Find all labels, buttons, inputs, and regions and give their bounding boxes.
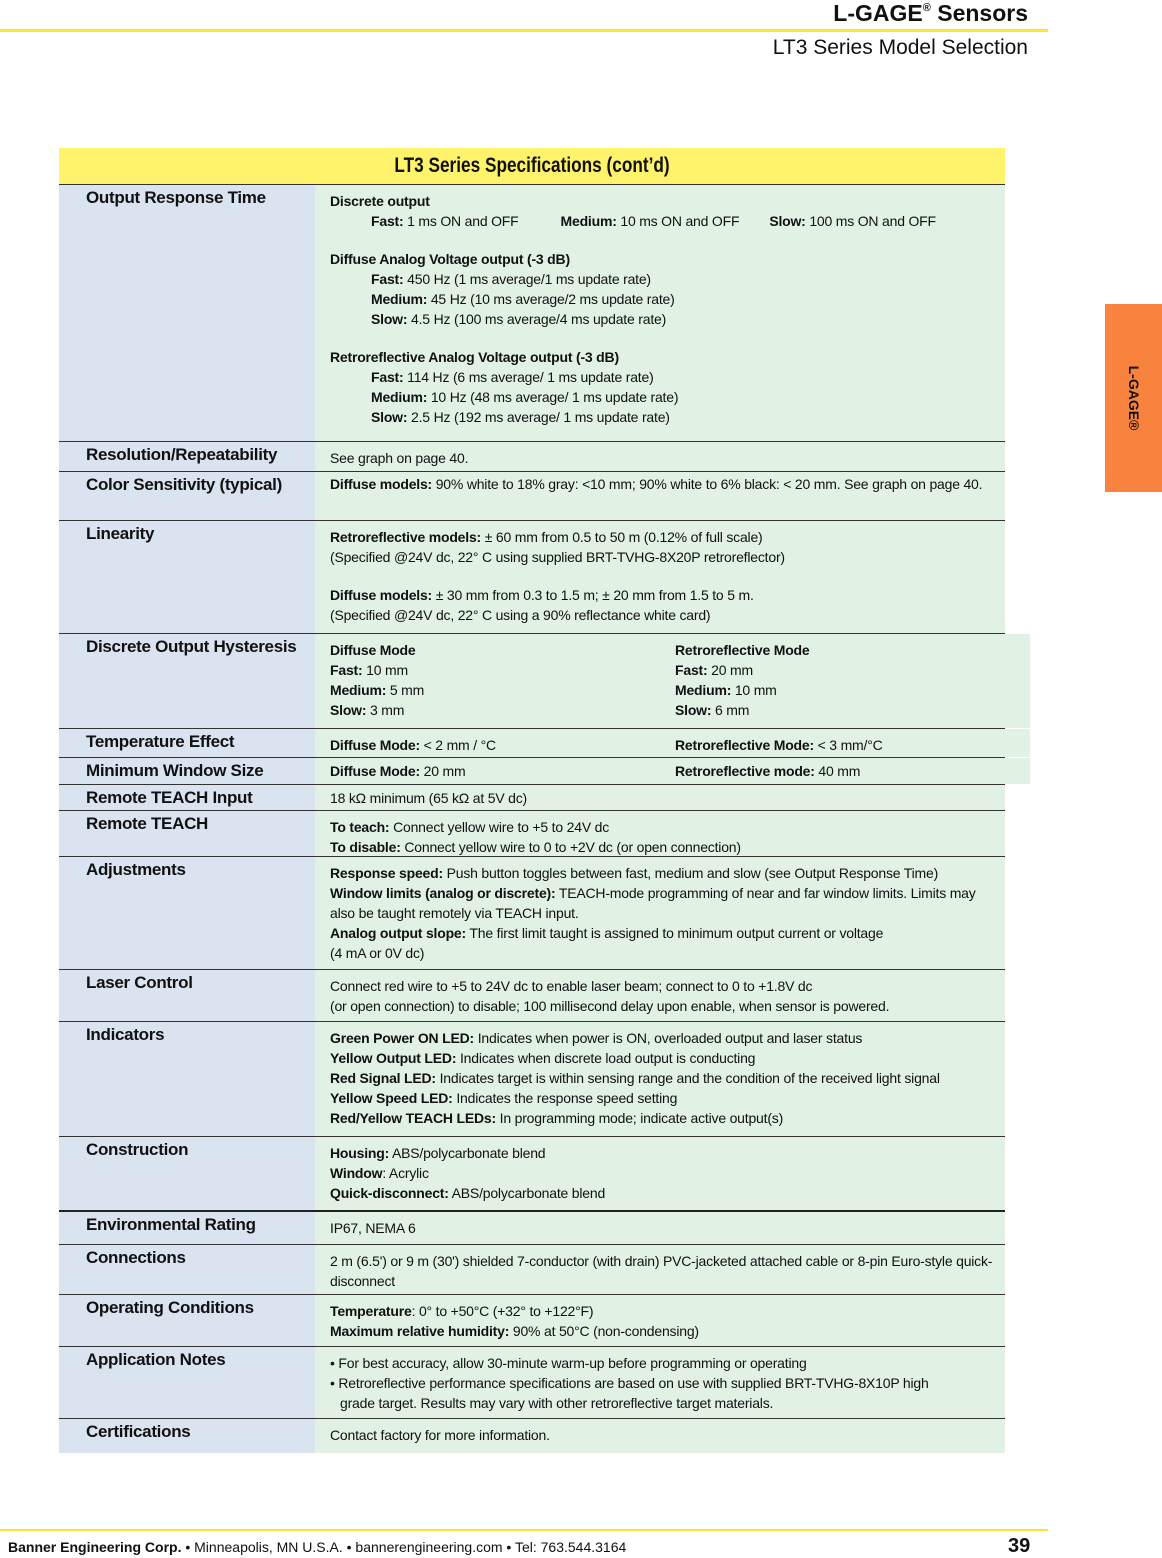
value-key: Slow: bbox=[371, 311, 408, 327]
value-key: Maximum relative humidity: bbox=[330, 1323, 510, 1339]
header-subtitle: LT3 Series Model Selection bbox=[772, 36, 1028, 59]
row-value bbox=[315, 472, 1005, 520]
value-key: Window limits (analog or discrete): bbox=[330, 885, 556, 901]
value-text: ABS/polycarbonate blend bbox=[448, 1185, 606, 1201]
value-text: < 2 mm / °C bbox=[419, 737, 496, 753]
value-key: To teach: bbox=[330, 819, 390, 835]
value-key: Red/Yellow TEACH LEDs: bbox=[330, 1110, 496, 1126]
spec-table-title: LT3 Series Specifications (cont’d) bbox=[144, 148, 920, 184]
value-text: 20 mm bbox=[707, 662, 753, 678]
note-item: • For best accuracy, allow 30-minute warm-up before programming or operating bbox=[330, 1355, 807, 1371]
value-key: Temperature bbox=[330, 1303, 412, 1319]
table-row bbox=[59, 1347, 1005, 1419]
value-note: (Specified @24V dc, 22° C using supplied BRT-TVHG-8X20P retroreflector) bbox=[330, 549, 785, 565]
value-text: (4 mA or 0V dc) bbox=[330, 945, 425, 961]
row-value bbox=[315, 785, 1005, 810]
value-key: Yellow Output LED: bbox=[330, 1050, 457, 1066]
value-key: Medium: bbox=[675, 682, 732, 698]
row-label: Discrete Output Hysteresis bbox=[59, 634, 315, 728]
value-text: Indicates the response speed setting bbox=[452, 1090, 678, 1106]
table-row bbox=[59, 857, 1005, 970]
value-key: Retroreflective mode: bbox=[675, 763, 815, 779]
row-value bbox=[315, 970, 1005, 1021]
value-text: 90% at 50°C (non-condensing) bbox=[509, 1323, 699, 1339]
table-row bbox=[59, 185, 1005, 442]
table-row bbox=[59, 785, 1005, 811]
value-text: 40 mm bbox=[814, 763, 861, 779]
value-key: Fast: bbox=[330, 662, 363, 678]
value-key: Retroreflective models: bbox=[330, 529, 482, 545]
value-key: Medium: bbox=[560, 213, 617, 229]
value-key: Housing: bbox=[330, 1145, 390, 1161]
row-value bbox=[315, 1295, 1005, 1346]
value-text: 114 Hz (6 ms average/ 1 ms update rate) bbox=[403, 369, 654, 385]
row-value bbox=[315, 811, 1005, 856]
value-key: Slow: bbox=[330, 702, 367, 718]
side-tab-label: L-GAGE® bbox=[1125, 365, 1142, 431]
value-key: Fast: bbox=[371, 271, 404, 287]
footer-company: Banner Engineering Corp. bbox=[8, 1539, 182, 1555]
value-text: Indicates when power is ON, overloaded output and laser status bbox=[474, 1030, 863, 1046]
table-row bbox=[59, 970, 1005, 1022]
row-value bbox=[315, 1245, 1005, 1294]
row-value bbox=[315, 857, 1005, 969]
value-text: 20 mm bbox=[419, 763, 466, 779]
value-key: Fast: bbox=[371, 213, 404, 229]
footer bbox=[8, 1539, 626, 1555]
value-key: Retroreflective Mode: bbox=[675, 737, 814, 753]
header-title bbox=[833, 0, 1028, 27]
value-text: Connect yellow wire to +5 to 24V dc bbox=[389, 819, 610, 835]
value-key: Yellow Speed LED: bbox=[330, 1090, 453, 1106]
row-label: Remote TEACH Input bbox=[59, 785, 315, 810]
value-text: 3 mm bbox=[366, 702, 405, 718]
header-title-suffix: Sensors bbox=[930, 0, 1028, 26]
table-row bbox=[59, 758, 1005, 785]
row-value bbox=[315, 1212, 1005, 1244]
value-key: Medium: bbox=[371, 389, 428, 405]
value-text: 100 ms ON and OFF bbox=[805, 213, 936, 229]
row-value bbox=[315, 1347, 1005, 1418]
section-heading: Discrete output bbox=[330, 193, 430, 209]
value-text: TEACH-mode programming of near and far window limits. Limits may also be taught remotely via TEACH input. bbox=[330, 885, 976, 921]
table-row bbox=[59, 1022, 1005, 1137]
value-key: Medium: bbox=[330, 682, 387, 698]
value-key: Diffuse Mode: bbox=[330, 737, 420, 753]
row-label: Operating Conditions bbox=[59, 1295, 315, 1346]
section-heading: Diffuse Analog Voltage output (-3 dB) bbox=[330, 251, 570, 267]
side-tab[interactable] bbox=[1105, 304, 1162, 492]
value-text: 4.5 Hz (100 ms average/4 ms update rate) bbox=[407, 311, 667, 327]
spec-table bbox=[59, 148, 1005, 1453]
value-text: Contact factory for more information. bbox=[330, 1427, 550, 1443]
value-text: 450 Hz (1 ms average/1 ms update rate) bbox=[403, 271, 651, 287]
value-text: 5 mm bbox=[386, 682, 425, 698]
row-value bbox=[315, 442, 1005, 471]
value-text: : 0° to +50°C (+32° to +122°F) bbox=[411, 1303, 594, 1319]
value-text: : Acrylic bbox=[382, 1165, 429, 1181]
value-key: Quick-disconnect: bbox=[330, 1185, 449, 1201]
table-row bbox=[59, 1137, 1005, 1212]
value-text: (or open connection) to disable; 100 millisecond delay upon enable, when sensor is powered. bbox=[330, 998, 890, 1014]
row-label: Certifications bbox=[59, 1419, 315, 1453]
value-text: 10 ms ON and OFF bbox=[616, 213, 740, 229]
page-number: 39 bbox=[1008, 1535, 1031, 1557]
value-key: Diffuse models: bbox=[330, 587, 433, 603]
row-value bbox=[315, 758, 1030, 784]
row-value bbox=[315, 634, 1030, 728]
section-heading: Retroreflective Analog Voltage output (-3 dB) bbox=[330, 349, 619, 365]
value-text: Push button toggles between fast, medium and slow (see Output Response Time) bbox=[442, 865, 939, 881]
table-row bbox=[59, 729, 1005, 758]
value-text: 6 mm bbox=[711, 702, 750, 718]
table-row bbox=[59, 1419, 1005, 1453]
registered-mark: ® bbox=[922, 2, 931, 14]
header-rule bbox=[0, 29, 1048, 32]
value-key: Diffuse models: bbox=[330, 476, 433, 492]
value-text: ABS/polycarbonate blend bbox=[389, 1145, 546, 1161]
note-item: • Retroreflective performance specifications are based on use with supplied BRT-TVHG-8X10P high bbox=[330, 1375, 929, 1391]
value-text: 90% white to 18% gray: <10 mm; 90% white to 6% black: < 20 mm. See graph on page 40. bbox=[432, 476, 983, 492]
footer-contact: • Minneapolis, MN U.S.A. • bannerengineering.com • Tel: 763.544.3164 bbox=[181, 1539, 627, 1555]
value-key: Fast: bbox=[371, 369, 404, 385]
diffuse-column bbox=[330, 640, 675, 720]
value-key: Red Signal LED: bbox=[330, 1070, 436, 1086]
value-text: Connect yellow wire to 0 to +2V dc (or open connection) bbox=[400, 839, 741, 855]
value-key: Slow: bbox=[371, 409, 408, 425]
row-value bbox=[315, 521, 1005, 633]
row-label: Connections bbox=[59, 1245, 315, 1294]
value-text: In programming mode; indicate active output(s) bbox=[495, 1110, 784, 1126]
row-label: Output Response Time bbox=[59, 185, 315, 441]
row-label: Environmental Rating bbox=[59, 1212, 315, 1244]
table-row bbox=[59, 442, 1005, 472]
value-text: 1 ms ON and OFF bbox=[403, 213, 519, 229]
value-key: Green Power ON LED: bbox=[330, 1030, 475, 1046]
row-label: Minimum Window Size bbox=[59, 758, 315, 784]
value-text: 2 m (6.5') or 9 m (30') shielded 7-conductor (with drain) PVC-jacketed attached cable or 8-pin Euro-style quick-disconnect bbox=[330, 1253, 993, 1289]
value-key: Fast: bbox=[675, 662, 708, 678]
note-item-continued: grade target. Results may vary with other retroreflective target materials. bbox=[340, 1395, 774, 1411]
value-key: Window bbox=[330, 1165, 383, 1181]
value-text: Indicates when discrete load output is conducting bbox=[456, 1050, 756, 1066]
value-text: 2.5 Hz (192 ms average/ 1 ms update rate) bbox=[407, 409, 670, 425]
value-text: The first limit taught is assigned to minimum output current or voltage bbox=[465, 925, 884, 941]
value-key: Response speed: bbox=[330, 865, 443, 881]
row-label: Construction bbox=[59, 1137, 315, 1210]
header-title-brand: L-GAGE bbox=[833, 0, 923, 26]
value-text: Connect red wire to +5 to 24V dc to enable laser beam; connect to 0 to +1.8V dc bbox=[330, 978, 813, 994]
spec-table-title-bar bbox=[59, 148, 1005, 185]
row-label: Resolution/Repeatability bbox=[59, 442, 315, 471]
row-label: Laser Control bbox=[59, 970, 315, 1021]
value-key: Medium: bbox=[371, 291, 428, 307]
value-key: Slow: bbox=[769, 213, 806, 229]
value-text: ± 60 mm from 0.5 to 50 m (0.12% of full scale) bbox=[481, 529, 763, 545]
value-text: < 3 mm/°C bbox=[813, 737, 883, 753]
value-text: 18 kΩ minimum (65 kΩ at 5V dc) bbox=[330, 790, 527, 806]
value-text: Indicates target is within sensing range and the condition of the received light signal bbox=[435, 1070, 940, 1086]
row-label: Indicators bbox=[59, 1022, 315, 1136]
table-row bbox=[59, 472, 1005, 521]
table-row bbox=[59, 811, 1005, 857]
value-text: See graph on page 40. bbox=[330, 450, 469, 466]
table-row bbox=[59, 1295, 1005, 1347]
value-key: Slow: bbox=[675, 702, 712, 718]
value-key: Diffuse Mode: bbox=[330, 763, 420, 779]
row-label: Application Notes bbox=[59, 1347, 315, 1418]
value-text: 10 mm bbox=[731, 682, 777, 698]
value-text: 10 mm bbox=[362, 662, 408, 678]
value-text: 10 Hz (48 ms average/ 1 ms update rate) bbox=[427, 389, 679, 405]
row-value bbox=[315, 185, 1005, 441]
value-note: (Specified @24V dc, 22° C using a 90% reflectance white card) bbox=[330, 607, 711, 623]
section-heading: Retroreflective Mode bbox=[675, 642, 810, 658]
footer-rule bbox=[0, 1529, 1048, 1531]
table-row bbox=[59, 634, 1005, 729]
table-row bbox=[59, 1245, 1005, 1295]
value-key: To disable: bbox=[330, 839, 401, 855]
row-value bbox=[315, 1022, 1005, 1136]
row-label: Temperature Effect bbox=[59, 729, 315, 757]
row-label: Adjustments bbox=[59, 857, 315, 969]
row-value bbox=[315, 729, 1030, 757]
table-row bbox=[59, 521, 1005, 634]
row-label: Color Sensitivity (typical) bbox=[59, 472, 315, 520]
value-text: IP67, NEMA 6 bbox=[330, 1220, 416, 1236]
value-key: Analog output slope: bbox=[330, 925, 466, 941]
retro-column bbox=[675, 640, 1020, 720]
row-label: Linearity bbox=[59, 521, 315, 633]
row-value bbox=[315, 1419, 1005, 1453]
row-value bbox=[315, 1137, 1005, 1210]
value-text: 45 Hz (10 ms average/2 ms update rate) bbox=[427, 291, 675, 307]
row-label: Remote TEACH bbox=[59, 811, 315, 856]
table-row bbox=[59, 1212, 1005, 1245]
section-heading: Diffuse Mode bbox=[330, 642, 416, 658]
value-text: ± 30 mm from 0.3 to 1.5 m; ± 20 mm from 1.5 to 5 m. bbox=[432, 587, 754, 603]
